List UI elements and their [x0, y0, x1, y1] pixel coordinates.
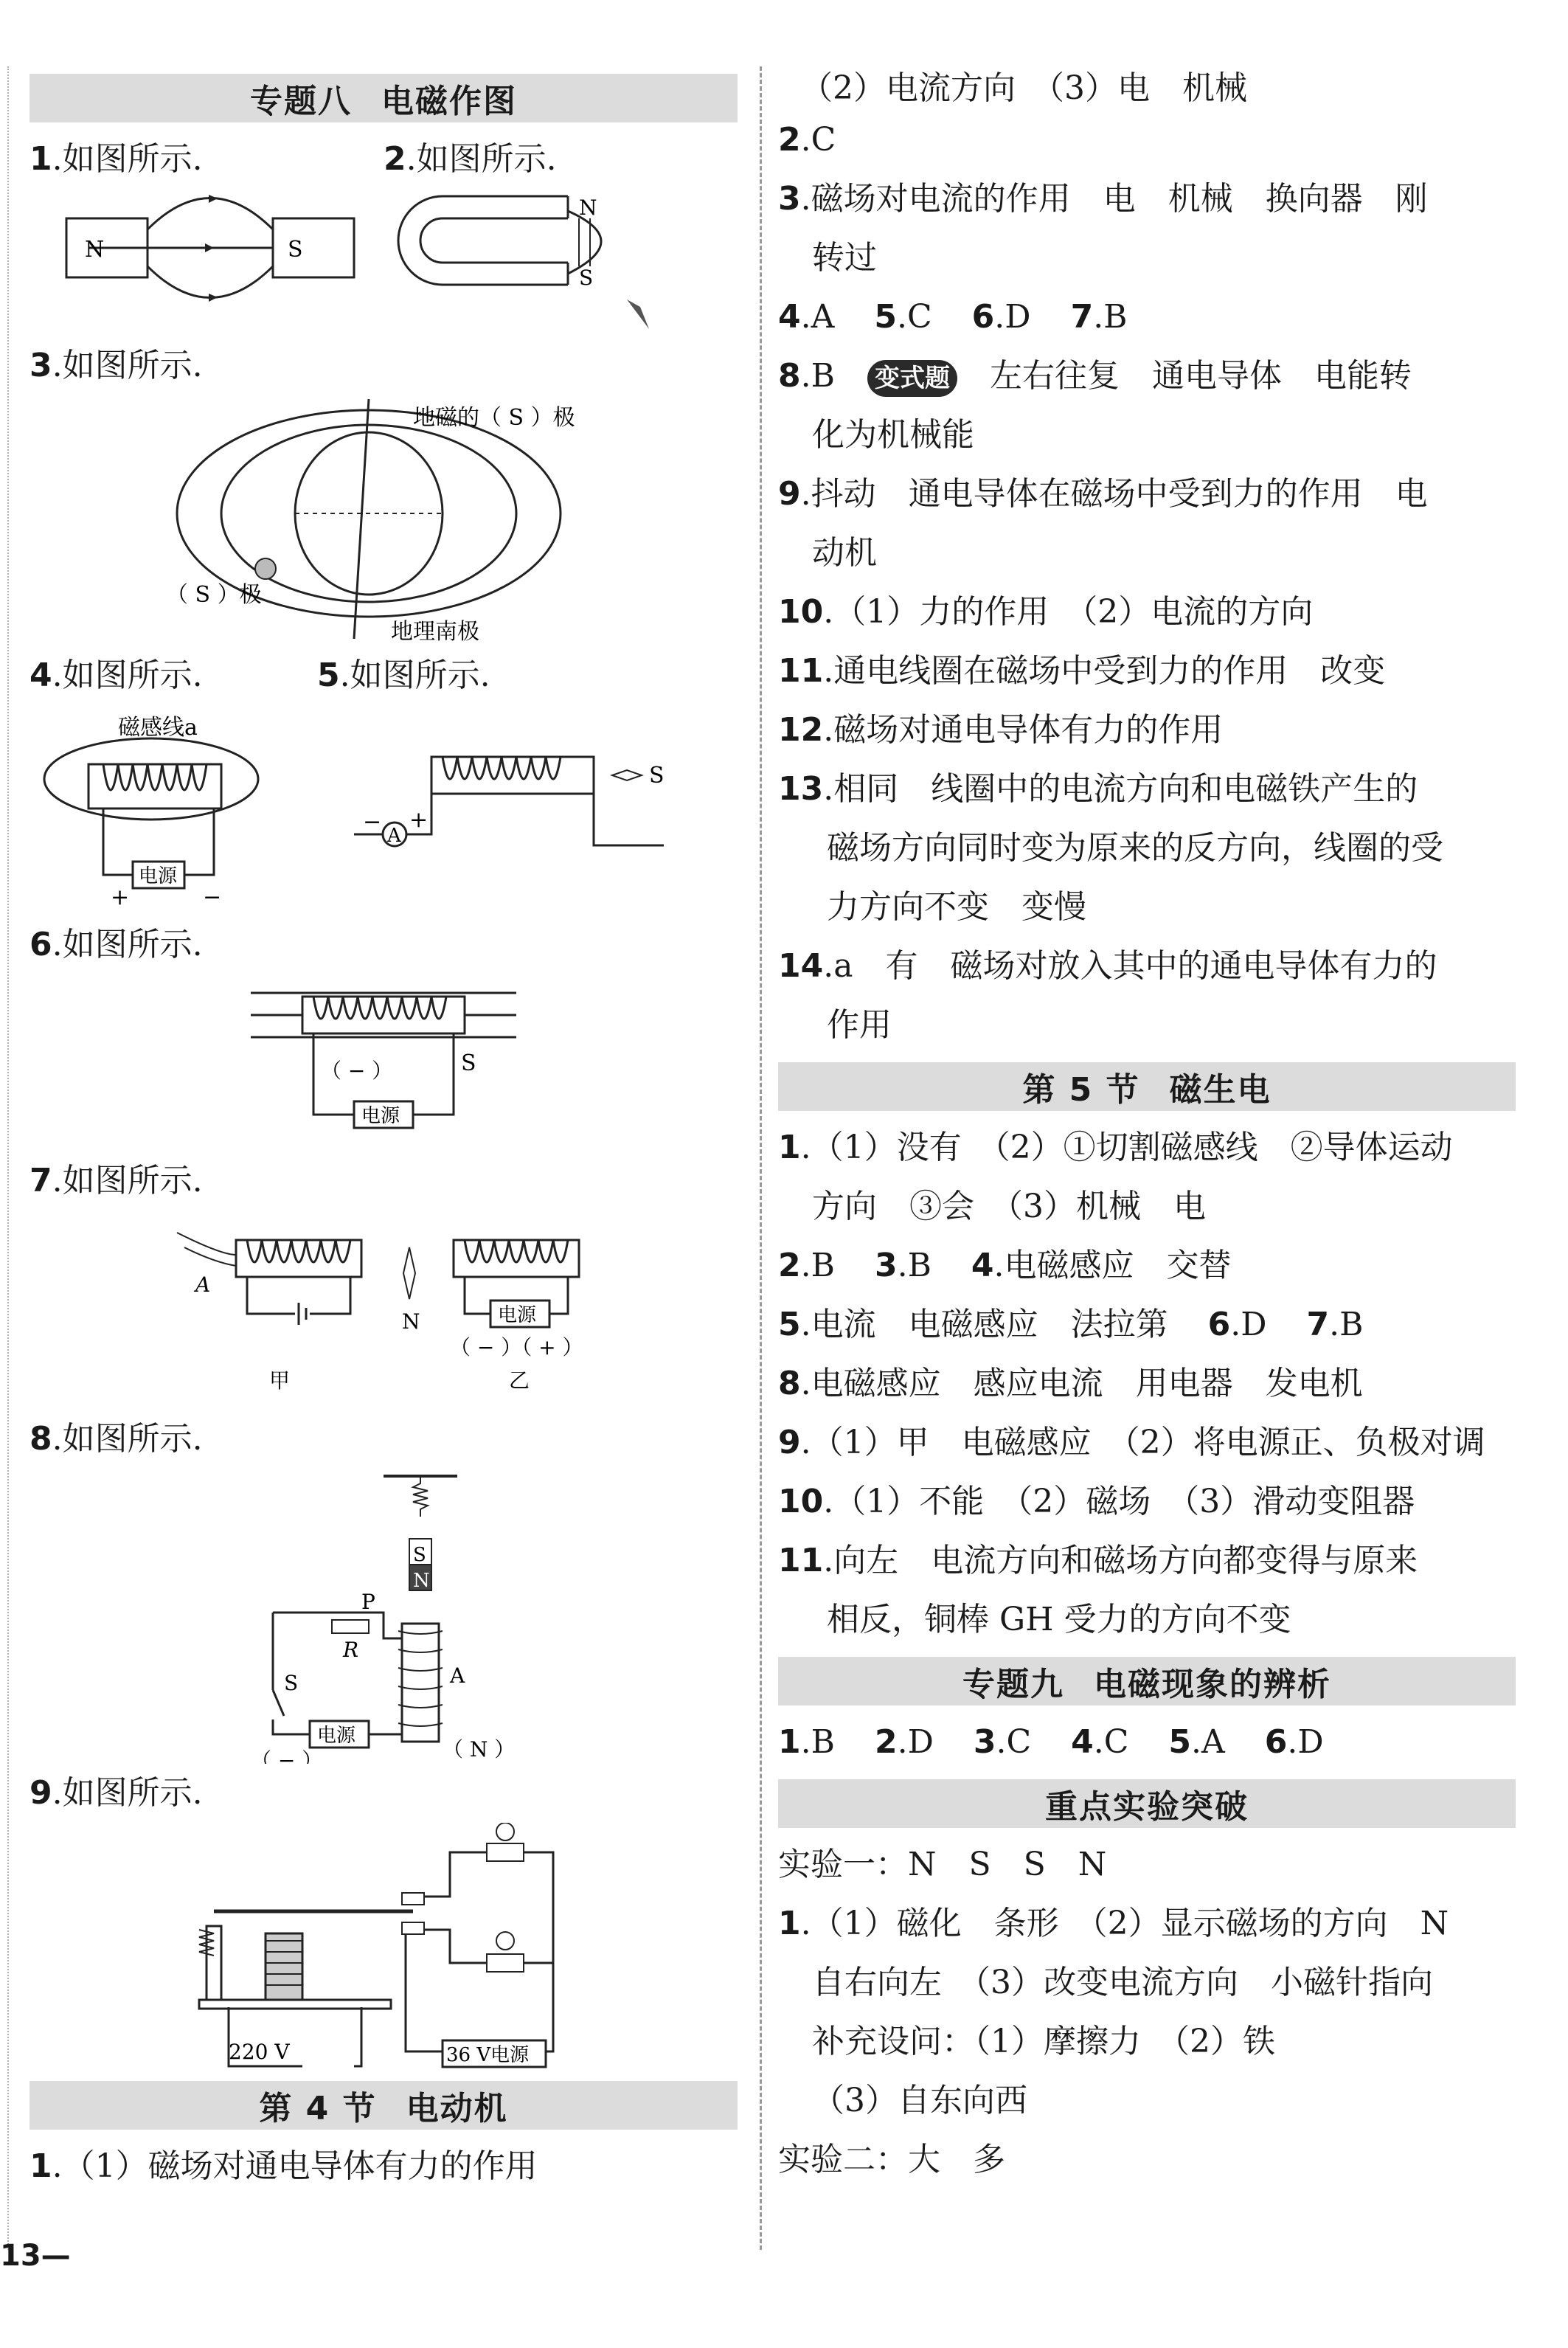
svg-text:P: P — [361, 1590, 375, 1614]
svg-text:（ N ）: （ N ） — [443, 1737, 516, 1762]
ans-3: 3.磁场对电流的作用 电 机械 换向器 刚 — [778, 180, 1428, 218]
two-solenoids-diagram — [30, 1211, 738, 1410]
ans-13: 13.相同 线圈中的电流方向和电磁铁产生的 — [778, 770, 1418, 808]
svg-text:220 V: 220 V — [229, 2040, 290, 2064]
solenoid-diagrams — [30, 705, 738, 915]
svg-text:N: N — [402, 1309, 420, 1334]
svg-text:电源: 电源 — [361, 1105, 400, 1127]
ans-9: 9.抖动 通电导体在磁场中受到力的作用 电 — [778, 475, 1428, 513]
section-header-topic9: 专题九 电磁现象的辨析 — [778, 1657, 1516, 1705]
right-column — [778, 66, 1516, 2189]
figure-6 — [30, 974, 738, 1152]
svg-text:电源: 电源 — [317, 1725, 356, 1747]
svg-text:A: A — [195, 1272, 211, 1297]
svg-text:A: A — [450, 1663, 465, 1688]
fig2-n: N — [579, 195, 597, 220]
q7: 7.如图所示. — [30, 1162, 203, 1199]
b-9: 9.（1）甲 电磁感应 （2）将电源正、负极对调 — [778, 1424, 1485, 1461]
figure-7 — [30, 1211, 738, 1410]
b-5-7: 5.电流 电磁感应 法拉第 6.D 7.B — [778, 1306, 1364, 1343]
b-1-cont: 方向 ③会 （3）机械 电 — [812, 1188, 1206, 1225]
s4-q1: 1.（1）磁场对通电导体有力的作用 — [30, 2147, 538, 2185]
b-1: 1.（1）没有 （2）①切割磁感线 ②导体运动 — [778, 1129, 1453, 1166]
section-header-sec5: 第 5 节 磁生电 — [778, 1062, 1516, 1111]
ans-3-cont: 转过 — [812, 239, 877, 277]
figure-1-2 — [30, 189, 738, 336]
left-margin-line — [7, 66, 10, 2250]
ans-14: 14.a 有 磁场对放入其中的通电导体有力的 — [778, 947, 1437, 985]
svg-text:−: − — [203, 884, 222, 910]
svg-text:A: A — [387, 825, 401, 847]
solenoid-field-diagram — [30, 974, 738, 1152]
svg-text:甲: 甲 — [269, 1368, 291, 1393]
variant-badge: 变式题 — [867, 360, 957, 397]
q3: 3.如图所示. — [30, 347, 203, 384]
svg-text:+: + — [111, 884, 130, 910]
ans-8-cont: 化为机械能 — [812, 416, 974, 454]
svg-text:+: + — [409, 807, 429, 833]
section-header-sec4: 第 4 节 电动机 — [30, 2081, 738, 2130]
fig1-s: S — [288, 237, 303, 263]
figure-4-5 — [30, 705, 738, 915]
fig3-left: （ S ）极 — [166, 582, 262, 608]
ans-14-cont: 作用 — [827, 1006, 892, 1044]
fig4-src: 电源 — [139, 865, 178, 887]
page-number: 13— — [0, 2239, 71, 2273]
svg-text:R: R — [343, 1638, 359, 1662]
q1-q2-row: 1.如图所示. 2.如图所示. — [30, 140, 557, 178]
relay-circuit-diagram — [30, 1823, 738, 2074]
fig2-s: S — [579, 266, 594, 290]
exp-1-q1-cont1: 自右向左 （3）改变电流方向 小磁针指向 — [812, 1964, 1433, 2001]
magnet-field-diagram — [30, 189, 738, 336]
exp-1-q1-cont2: 补充设问：（1）摩擦力 （2）铁 — [812, 2023, 1275, 2060]
svg-text:S: S — [649, 763, 665, 789]
spring-electromagnet-diagram — [30, 1469, 738, 1764]
fig3-bottom: 地理南极 — [391, 619, 479, 645]
ans-8: 8.B 变式题 左右往复 通电导体 电能转 — [778, 347, 1516, 406]
ans-11: 11.通电线圈在磁场中受到力的作用 改变 — [778, 652, 1386, 690]
ans-12: 12.磁场对通电导体有力的作用 — [778, 711, 1224, 749]
left-column — [30, 66, 738, 2196]
c-1-6: 1.B 2.D 3.C 4.C 5.A 6.D — [778, 1723, 1324, 1761]
exp-2: 实验二：大 多 — [778, 2141, 1005, 2178]
svg-text:（ − ）（ + ）: （ − ）（ + ） — [450, 1335, 583, 1360]
section-header-topic8: 专题八 电磁作图 — [30, 74, 738, 122]
fig3-top: 地磁的（ S ）极 — [413, 405, 575, 431]
exp-1-q1-cont3: （3）自东向西 — [812, 2082, 1027, 2119]
q4-q5-row: 4.如图所示. 5.如图所示. — [30, 657, 490, 694]
svg-text:N: N — [413, 1570, 430, 1592]
b-8: 8.电磁感应 感应电流 用电器 发电机 — [778, 1365, 1363, 1402]
column-divider — [760, 66, 764, 2250]
svg-text:−: − — [363, 809, 382, 835]
b-11-cont: 相反，铜棒 GH 受力的方向不变 — [827, 1601, 1291, 1638]
b-2-4: 2.B 3.B 4.电磁感应 交替 — [778, 1247, 1232, 1284]
ans-2: 2.C — [778, 121, 836, 159]
figure-9 — [30, 1823, 738, 2074]
b-11: 11.向左 电流方向和磁场方向都变得与原来 — [778, 1542, 1418, 1579]
svg-text:S: S — [461, 1050, 476, 1076]
exp-1-q1: 1.（1）磁化 条形 （2）显示磁场的方向 N — [778, 1905, 1449, 1942]
fig1-n: N — [85, 237, 105, 263]
svg-text:电源: 电源 — [498, 1304, 537, 1326]
ans-13-cont1: 磁场方向同时变为原来的反方向，线圈的受 — [827, 829, 1443, 867]
svg-text:（ − ）: （ − ） — [251, 1748, 323, 1764]
exp-1: 实验一：N S S N — [778, 1846, 1107, 1883]
ans-13-cont2: 力方向不变 变慢 — [827, 888, 1086, 926]
section-header-experiments: 重点实验突破 — [778, 1779, 1516, 1828]
svg-text:S: S — [284, 1671, 299, 1695]
svg-text:（ − ）: （ − ） — [321, 1059, 393, 1083]
figure-3 — [30, 395, 738, 646]
ans-line-0: （2）电流方向 （3）电 机械 — [800, 69, 1247, 107]
b-10: 10.（1）不能 （2）磁场 （3）滑动变阻器 — [778, 1483, 1415, 1520]
ans-10: 10.（1）力的作用 （2）电流的方向 — [778, 593, 1314, 631]
ans-4-7: 4.A 5.C 6.D 7.B — [778, 298, 1128, 336]
earth-magnetism-diagram — [30, 395, 738, 646]
q8: 8.如图所示. — [30, 1420, 203, 1458]
svg-text:S: S — [413, 1544, 426, 1566]
fig4-label: 磁感线a — [118, 715, 198, 741]
q6: 6.如图所示. — [30, 926, 203, 963]
svg-text:乙: 乙 — [509, 1368, 530, 1393]
ans-9-cont: 动机 — [812, 534, 877, 572]
q9: 9.如图所示. — [30, 1774, 203, 1812]
svg-text:36 V电源: 36 V电源 — [446, 2044, 530, 2066]
figure-8 — [30, 1469, 738, 1764]
